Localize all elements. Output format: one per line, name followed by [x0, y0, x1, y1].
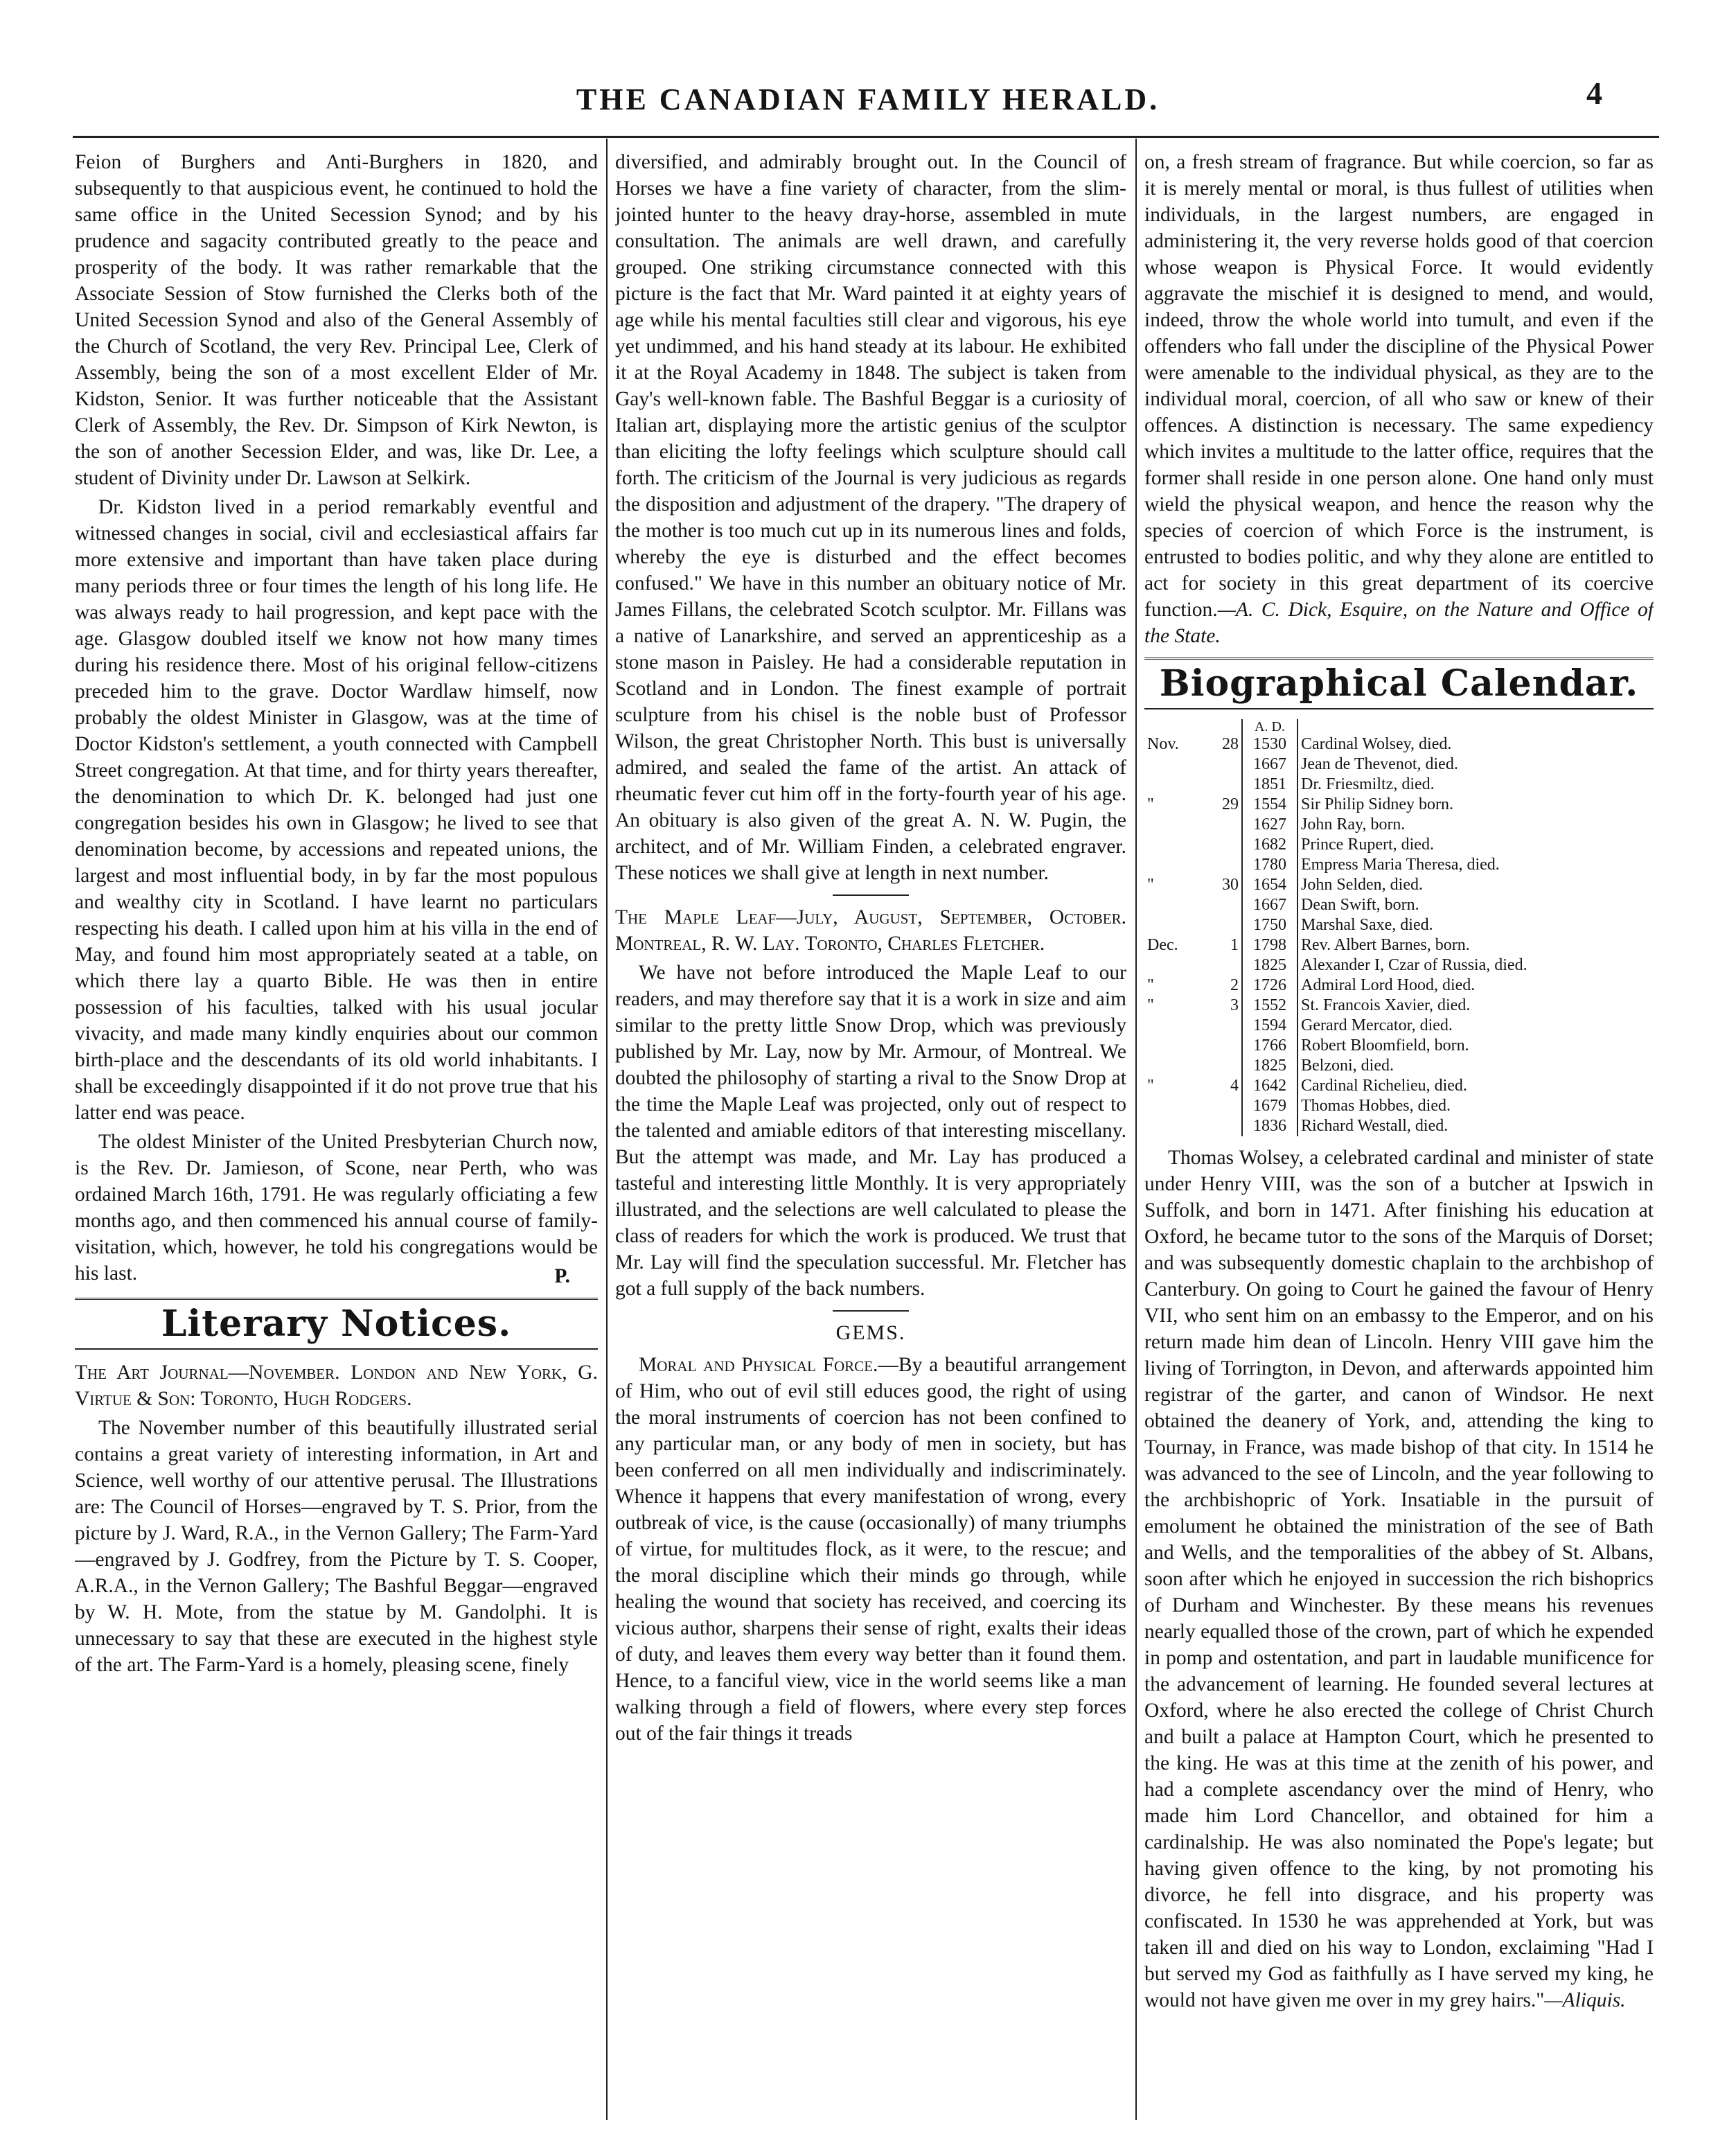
- calendar-event: Prince Rupert, died.: [1301, 836, 1434, 854]
- column-divider-2: [1135, 139, 1137, 2120]
- calendar-day: [1205, 1096, 1242, 1116]
- calendar-row: [1144, 835, 1654, 855]
- calendar-event: Thomas Hobbes, died.: [1301, 1097, 1451, 1115]
- calendar-day: 1: [1230, 936, 1239, 954]
- kidston-paragraph-2: Dr. Kidston lived in a period remarkably eventful and witnessed changes in social, civil and ecclesiastical affairs far more extensive and important than have taken place during many periods three or four times the length of his long life. He was always ready to hail progression, and kept pace with the age. Glasgow doubled itself we know not how many times during his residence there. Most of his original fellow-citizens preceded him to the grave. Doctor Wardlaw himself, now probably the oldest Minister in Glasgow, was at the time of Doctor Kidston's settlement, a youth connected with Campbell Street congregation. At that time, and for thirty years thereafter, the denomination to which Dr. K. belonged had just one congregation besides his own in Glasgow; he lived to see that denomination become, by accessions and repeated unions, the largest and most influential body, in by far the most populous and wealthy city in Scotland. I have learnt no particulars respecting his death. I called upon him at his villa in the end of May, and found him most appropriately seated at a table, on which there lay a quarto Bible. He was then in entire possession of his faculties, talked with his usual jocular vivacity, and made many kindly enquiries about our common birth-place and the descendants of its old world inhabitants. I shall be exceedingly disappointed if it do not prove true that his latter end was peace.: [75, 496, 598, 1124]
- calendar-event: Richard Westall, died.: [1301, 1117, 1449, 1135]
- calendar-event: Jean de Thevenot, died.: [1301, 755, 1458, 773]
- calendar-event: Gerard Mercator, died.: [1301, 1016, 1453, 1034]
- calendar-month: [1144, 1116, 1205, 1136]
- calendar-day: [1205, 835, 1242, 855]
- biographical-calendar-heading: Biographical Calendar.: [1144, 658, 1654, 709]
- literary-notices-heading: Literary Notices.: [75, 1298, 598, 1350]
- wolsey-credit: —Aliquis.: [1544, 1989, 1626, 2011]
- calendar-day: [1205, 1016, 1242, 1036]
- calendar-year: 1780: [1242, 855, 1297, 875]
- calendar-month: [1144, 1016, 1205, 1036]
- calendar-day: [1205, 1036, 1242, 1056]
- calendar-month: ": [1147, 795, 1154, 813]
- gems-article-title: Moral and Physical Force.: [639, 1354, 878, 1376]
- calendar-month: [1144, 1096, 1205, 1116]
- calendar-event: Marshal Saxe, died.: [1301, 916, 1433, 934]
- calendar-row: [1144, 1016, 1654, 1036]
- calendar-row: [1144, 1116, 1654, 1136]
- calendar-row: [1144, 935, 1654, 955]
- calendar-row: [1144, 955, 1654, 976]
- section-rule: [833, 1310, 909, 1312]
- section-rule: [833, 894, 909, 896]
- calendar-row: [1144, 855, 1654, 875]
- calendar-year: 1594: [1242, 1016, 1297, 1036]
- maple-leaf-body: We have not before introduced the Maple Leaf to our readers, and may therefore say that it is a work in size and aim similar to the pretty little Snow Drop, which was previously published by Mr. Lay, now by Mr. Armour, of Montreal. We doubted the philosophy of starting a rival to the Snow Drop at the time the Maple Leaf was projected, only out of respect to the talented and amiable editors of that interesting miscellany. But the attempt was made, and Mr. Lay has produced a tasteful and interesting little Monthly. It is very appropriately illustrated, and the selections are well calculated to please the class of readers for which the work is produced. We trust that Mr. Lay will find the speculation successful. Mr. Fletcher has got a full supply of the back numbers.: [615, 962, 1126, 1300]
- page-title: THE CANADIAN FAMILY HERALD.: [576, 82, 1160, 116]
- gems-heading: GEMS.: [835, 1321, 906, 1344]
- calendar-day: [1205, 775, 1242, 795]
- calendar-day: [1205, 855, 1242, 875]
- calendar-row: [1144, 976, 1654, 996]
- gems-article-body: —By a beautiful arrangement of Him, who out of evil still educes good, the right of using the moral instruments of coercion has not been confined to any particular man, or any body of men in society, but has been conferred on all men individually and indiscriminately. Whence it happens that every manifestation of wrong, every outbreak of vice, is the cause (occasionally) of many triumphs of virtue, for multitudes flock, as it were, to the rescue; and the moral discipline which their minds go through, while healing the wound that society has received, and coercing its vicious author, sharpens their sense of right, exalts their ideas of duty, and leaves them every way better than it found them. Hence, to a fanciful view, vice in the world seems like a man walking through a field of flowers, where every step forces out of the fair things it treads: [615, 1354, 1126, 1745]
- calendar-day: [1205, 915, 1242, 935]
- calendar-day: 4: [1230, 1077, 1239, 1095]
- calendar-month: [1144, 915, 1205, 935]
- calendar-month: [1144, 855, 1205, 875]
- calendar-year: 1552: [1242, 996, 1297, 1016]
- calendar-row: [1144, 895, 1654, 915]
- column-1: [75, 149, 598, 2117]
- calendar-event: Sir Philip Sidney born.: [1301, 795, 1454, 813]
- calendar-event: John Selden, died.: [1301, 876, 1423, 894]
- calendar-month: Dec.: [1147, 936, 1178, 954]
- calendar-event: Rev. Albert Barnes, born.: [1301, 936, 1470, 954]
- calendar-month: ": [1147, 976, 1154, 994]
- calendar-row: [1144, 1056, 1654, 1076]
- calendar-row: [1144, 734, 1654, 755]
- calendar-year: 1627: [1242, 815, 1297, 835]
- calendar-year: 1836: [1242, 1116, 1297, 1136]
- calendar-event: Belzoni, died.: [1301, 1057, 1394, 1075]
- calendar-month: [1144, 835, 1205, 855]
- column-divider-1: [606, 139, 608, 2120]
- calendar-month: ": [1147, 996, 1154, 1014]
- calendar-month: [1144, 1056, 1205, 1076]
- calendar-row: [1144, 915, 1654, 935]
- calendar-year: 1825: [1242, 1056, 1297, 1076]
- column-2: [615, 149, 1126, 2117]
- calendar-month: [1144, 775, 1205, 795]
- art-journal-heading: The Art Journal—November. London and New York, G. Virtue & Son: Toronto, Hugh Rodgers.: [75, 1361, 598, 1410]
- calendar-year: 1825: [1242, 955, 1297, 976]
- force-article-credit: —A. C. Dick, Esquire, on the Nature and Office of the State.: [1144, 599, 1654, 647]
- calendar-year: 1530: [1242, 734, 1297, 755]
- calendar-row: [1144, 996, 1654, 1016]
- calendar-year: 1667: [1242, 895, 1297, 915]
- maple-leaf-heading: The Maple Leaf—July, August, September, October. Montreal, R. W. Lay. Toronto, Charles Fletcher.: [615, 906, 1126, 955]
- calendar-event: Alexander I, Czar of Russia, died.: [1301, 956, 1527, 974]
- calendar-day: 29: [1222, 795, 1239, 813]
- kidston-paragraph-1: Feion of Burghers and Anti-Burghers in 1820, and subsequently to that auspicious event, he continued to hold the same office in the United Secession Synod; and by his prudence and sagacity contributed greatly to the peace and prosperity of the body. It was rather remarkable that the Associate Session of Stow furnished the Clerks both of the United Secession Synod and also of the General Assembly of the Church of Scotland, the very Rev. Principal Lee, Clerk of Assembly, being the son of a most excellent Elder of Mr. Kidston, Senior. It was further noticeable that the Assistant Clerk of Assembly, the Rev. Dr. Simpson of Kirk Newton, is the son of another Secession Elder, and was, like Dr. Lee, a student of Divinity under Dr. Lawson at Selkirk.: [75, 151, 598, 489]
- calendar-row: [1144, 1036, 1654, 1056]
- calendar-event: Robert Bloomfield, born.: [1301, 1037, 1469, 1055]
- calendar-row: [1144, 795, 1654, 815]
- calendar-month: ": [1147, 1077, 1154, 1095]
- calendar-day: [1205, 955, 1242, 976]
- calendar-day: [1205, 1056, 1242, 1076]
- calendar-year: 1682: [1242, 835, 1297, 855]
- calendar-month: [1144, 755, 1205, 775]
- art-journal-continued: diversified, and admirably brought out. In the Council of Horses we have a fine variety of character, from the slim-jointed hunter to the heavy dray-horse, assembled in mute consultation. The animals are well drawn, and carefully grouped. One striking circumstance connected with this picture is the fact that Mr. Ward painted it at eighty years of age while his mental faculties still clear and vigorous, his eye yet undimmed, and his hand steady at its labour. He exhibited it at the Royal Academy in 1848. The subject is taken from Gay's well-known fable. The Bashful Beggar is a curiosity of Italian art, displaying more the artistic genius of the sculptor than eliciting the lofty feelings which sculpture should call forth. The criticism of the Journal is very judicious as regards the disposition and adjustment of the drapery. "The drapery of the mother is too much cut up in its numerous lines and folds, whereby the eye is disturbed and the effect becomes confused." We have in this number an obituary notice of Mr. James Fillans, the celebrated Scotch sculptor. Mr. Fillans was a native of Lanarkshire, and served an apprenticeship as a stone mason in Paisley. He had a considerable reputation in Scotland and in London. The finest example of portrait sculpture from his chisel is the noble bust of Professor Wilson, the great Christopher North. This bust is universally admired, and sealed the fame of the artist. An attack of rheumatic fever cut him off in the forty-fourth year of his age. An obituary is also given of the great A. N. W. Pugin, the architect, and of Mr. William Finden, a celebrated engraver. These notices we shall give at length in next number.: [615, 151, 1126, 884]
- calendar-row: [1144, 815, 1654, 835]
- calendar-day: 2: [1230, 976, 1239, 994]
- wolsey-biography: Thomas Wolsey, a celebrated cardinal and minister of state under Henry VIII, was the son of a butcher at Ipswich in Suffolk, and born in 1471. After finishing his education at Oxford, he became tutor to the sons of the Marquis of Dorset; and was subsequently domestic chaplain to the archbishop of Canterbury. On going to Court he gained the favour of Henry VII, who sent him on an embassy to the Emperor, and on his return made him dean of Lincoln. Henry VIII gave him the living of Torrington, in Devon, and afterwards appointed him registrar of the garter, and canon of Windsor. He next obtained the deanery of York, and, attending the king to Tournay, in France, was made bishop of that city. In 1514 he was advanced to the see of Lincoln, and the year following to the archbishopric of York. Insatiable in the pursuit of emolument he obtained the ministration of the see of Bath and Wells, and the temporalities of the abbey of St. Albans, soon after which he enjoyed in succession the rich bishoprics of Durham and Winchester. By these means his revenues nearly equalled those of the crown, part of which he expended in pomp and ostentation, and part in laudable munificence for the advancement of learning. He founded several lectures at Oxford, where he also erected the college of Christ Church and built a palace at Hampton Court, which he presented to the king. He was at this time at the zenith of his power, and had a complete ascendancy over the mind of Henry, who made him Lord Chancellor, and obtained for him a cardinalship. He was also nominated the Pope's legate; but having given offence to the king, by not promoting his divorce, he fell into disgrace, and his property was confiscated. In 1530 he was apprehended at York, but was taken ill and died on his way to London, exclaiming "Had I but served my God as faithfully as I have served my king, he would not have given me over in my grey hairs."—Aliquis.: [1144, 1147, 1654, 2011]
- calendar-day: [1205, 755, 1242, 775]
- calendar-row: [1144, 1096, 1654, 1116]
- calendar-day: 30: [1222, 876, 1239, 894]
- calendar-event: Dean Swift, born.: [1301, 896, 1419, 914]
- calendar-year: 1554: [1242, 795, 1297, 815]
- calendar-year: 1654: [1242, 875, 1297, 895]
- calendar-year: 1726: [1242, 976, 1297, 996]
- calendar-year: 1851: [1242, 775, 1297, 795]
- calendar-year: 1766: [1242, 1036, 1297, 1056]
- calendar-event: Cardinal Richelieu, died.: [1301, 1077, 1467, 1095]
- calendar-month: [1144, 895, 1205, 915]
- column-3: [1144, 149, 1654, 2117]
- page-number: 4: [1586, 76, 1602, 111]
- calendar-header-row: [1144, 719, 1654, 734]
- calendar-month: Nov.: [1147, 735, 1179, 753]
- calendar-year: 1667: [1242, 755, 1297, 775]
- calendar-month: [1144, 815, 1205, 835]
- calendar-day: [1205, 815, 1242, 835]
- calendar-row: [1144, 755, 1654, 775]
- calendar-year: 1798: [1242, 935, 1297, 955]
- biographical-calendar-table: [1144, 719, 1654, 1136]
- calendar-day: [1205, 895, 1242, 915]
- calendar-month: [1144, 955, 1205, 976]
- calendar-event: Empress Maria Theresa, died.: [1301, 856, 1500, 874]
- calendar-year-header: A. D.: [1242, 719, 1297, 734]
- calendar-event: Admiral Lord Hood, died.: [1301, 976, 1476, 994]
- calendar-event: St. Francois Xavier, died.: [1301, 996, 1471, 1014]
- calendar-month: [1144, 1036, 1205, 1056]
- calendar-event: John Ray, born.: [1301, 815, 1406, 834]
- calendar-row: [1144, 775, 1654, 795]
- calendar-month: ": [1147, 876, 1154, 894]
- calendar-year: 1679: [1242, 1096, 1297, 1116]
- force-article-continued: on, a fresh stream of fragrance. But while coercion, so far as it is merely mental or moral, is thus fullest of utilities when individuals, in the largest numbers, are engaged in administering it, the very reverse holds good of that coercion whose weapon is Physical Force. It would evidently aggravate the mischief it is designed to mend, and would, indeed, throw the whole world into tumult, and even if the offenders who fall under the discipline of the Physical Power were amenable to the individual physical, as they are to the individual moral, coercion, of all who saw or knew of their offences. A distinction is necessary. The same expediency which invites a multitude to the latter office, requires that the former shall reside in one person alone. One hand only must wield the physical weapon, and hence the reason why the species of coercion of which Force is the instrument, is entrusted to bodies politic, and why they alone are entitled to act for society in this great department of its coercive function.: [1144, 151, 1654, 621]
- calendar-row: [1144, 875, 1654, 895]
- art-journal-body: The November number of this beautifully illustrated serial contains a great variety of interesting information, in Art and Science, well worthy of our attentive perusal. The Illustrations are: The Council of Horses—engraved by T. S. Prior, from the picture by J. Ward, R.A., in the Vernon Gallery; The Farm-Yard—engraved by J. Godfrey, from the Picture by T. S. Cooper, A.R.A., in the Vernon Gallery; The Bashful Beggar—engraved by W. H. Mote, from the statue by M. Gandolphi. It is unnecessary to say that these are executed in the highest style of the art. The Farm-Yard is a homely, pleasing scene, finely: [75, 1417, 598, 1676]
- jamieson-paragraph: The oldest Minister of the United Presbyterian Church now, is the Rev. Dr. Jamieson, of Scone, near Perth, who was ordained March 16th, 1791. He was regularly officiating a few months ago, and then commenced his annual course of family-visitation, which, however, he told his congregations would be his last.: [75, 1131, 598, 1285]
- header-rule: [73, 136, 1659, 138]
- calendar-year: 1642: [1242, 1076, 1297, 1096]
- calendar-event: Dr. Friesmiltz, died.: [1301, 775, 1435, 793]
- calendar-year: 1750: [1242, 915, 1297, 935]
- calendar-day: [1205, 1116, 1242, 1136]
- calendar-event: Cardinal Wolsey, died.: [1301, 735, 1452, 753]
- calendar-day: 3: [1230, 996, 1239, 1014]
- calendar-row: [1144, 1076, 1654, 1096]
- article-signature: P.: [554, 1265, 570, 1287]
- calendar-day: 28: [1222, 735, 1239, 753]
